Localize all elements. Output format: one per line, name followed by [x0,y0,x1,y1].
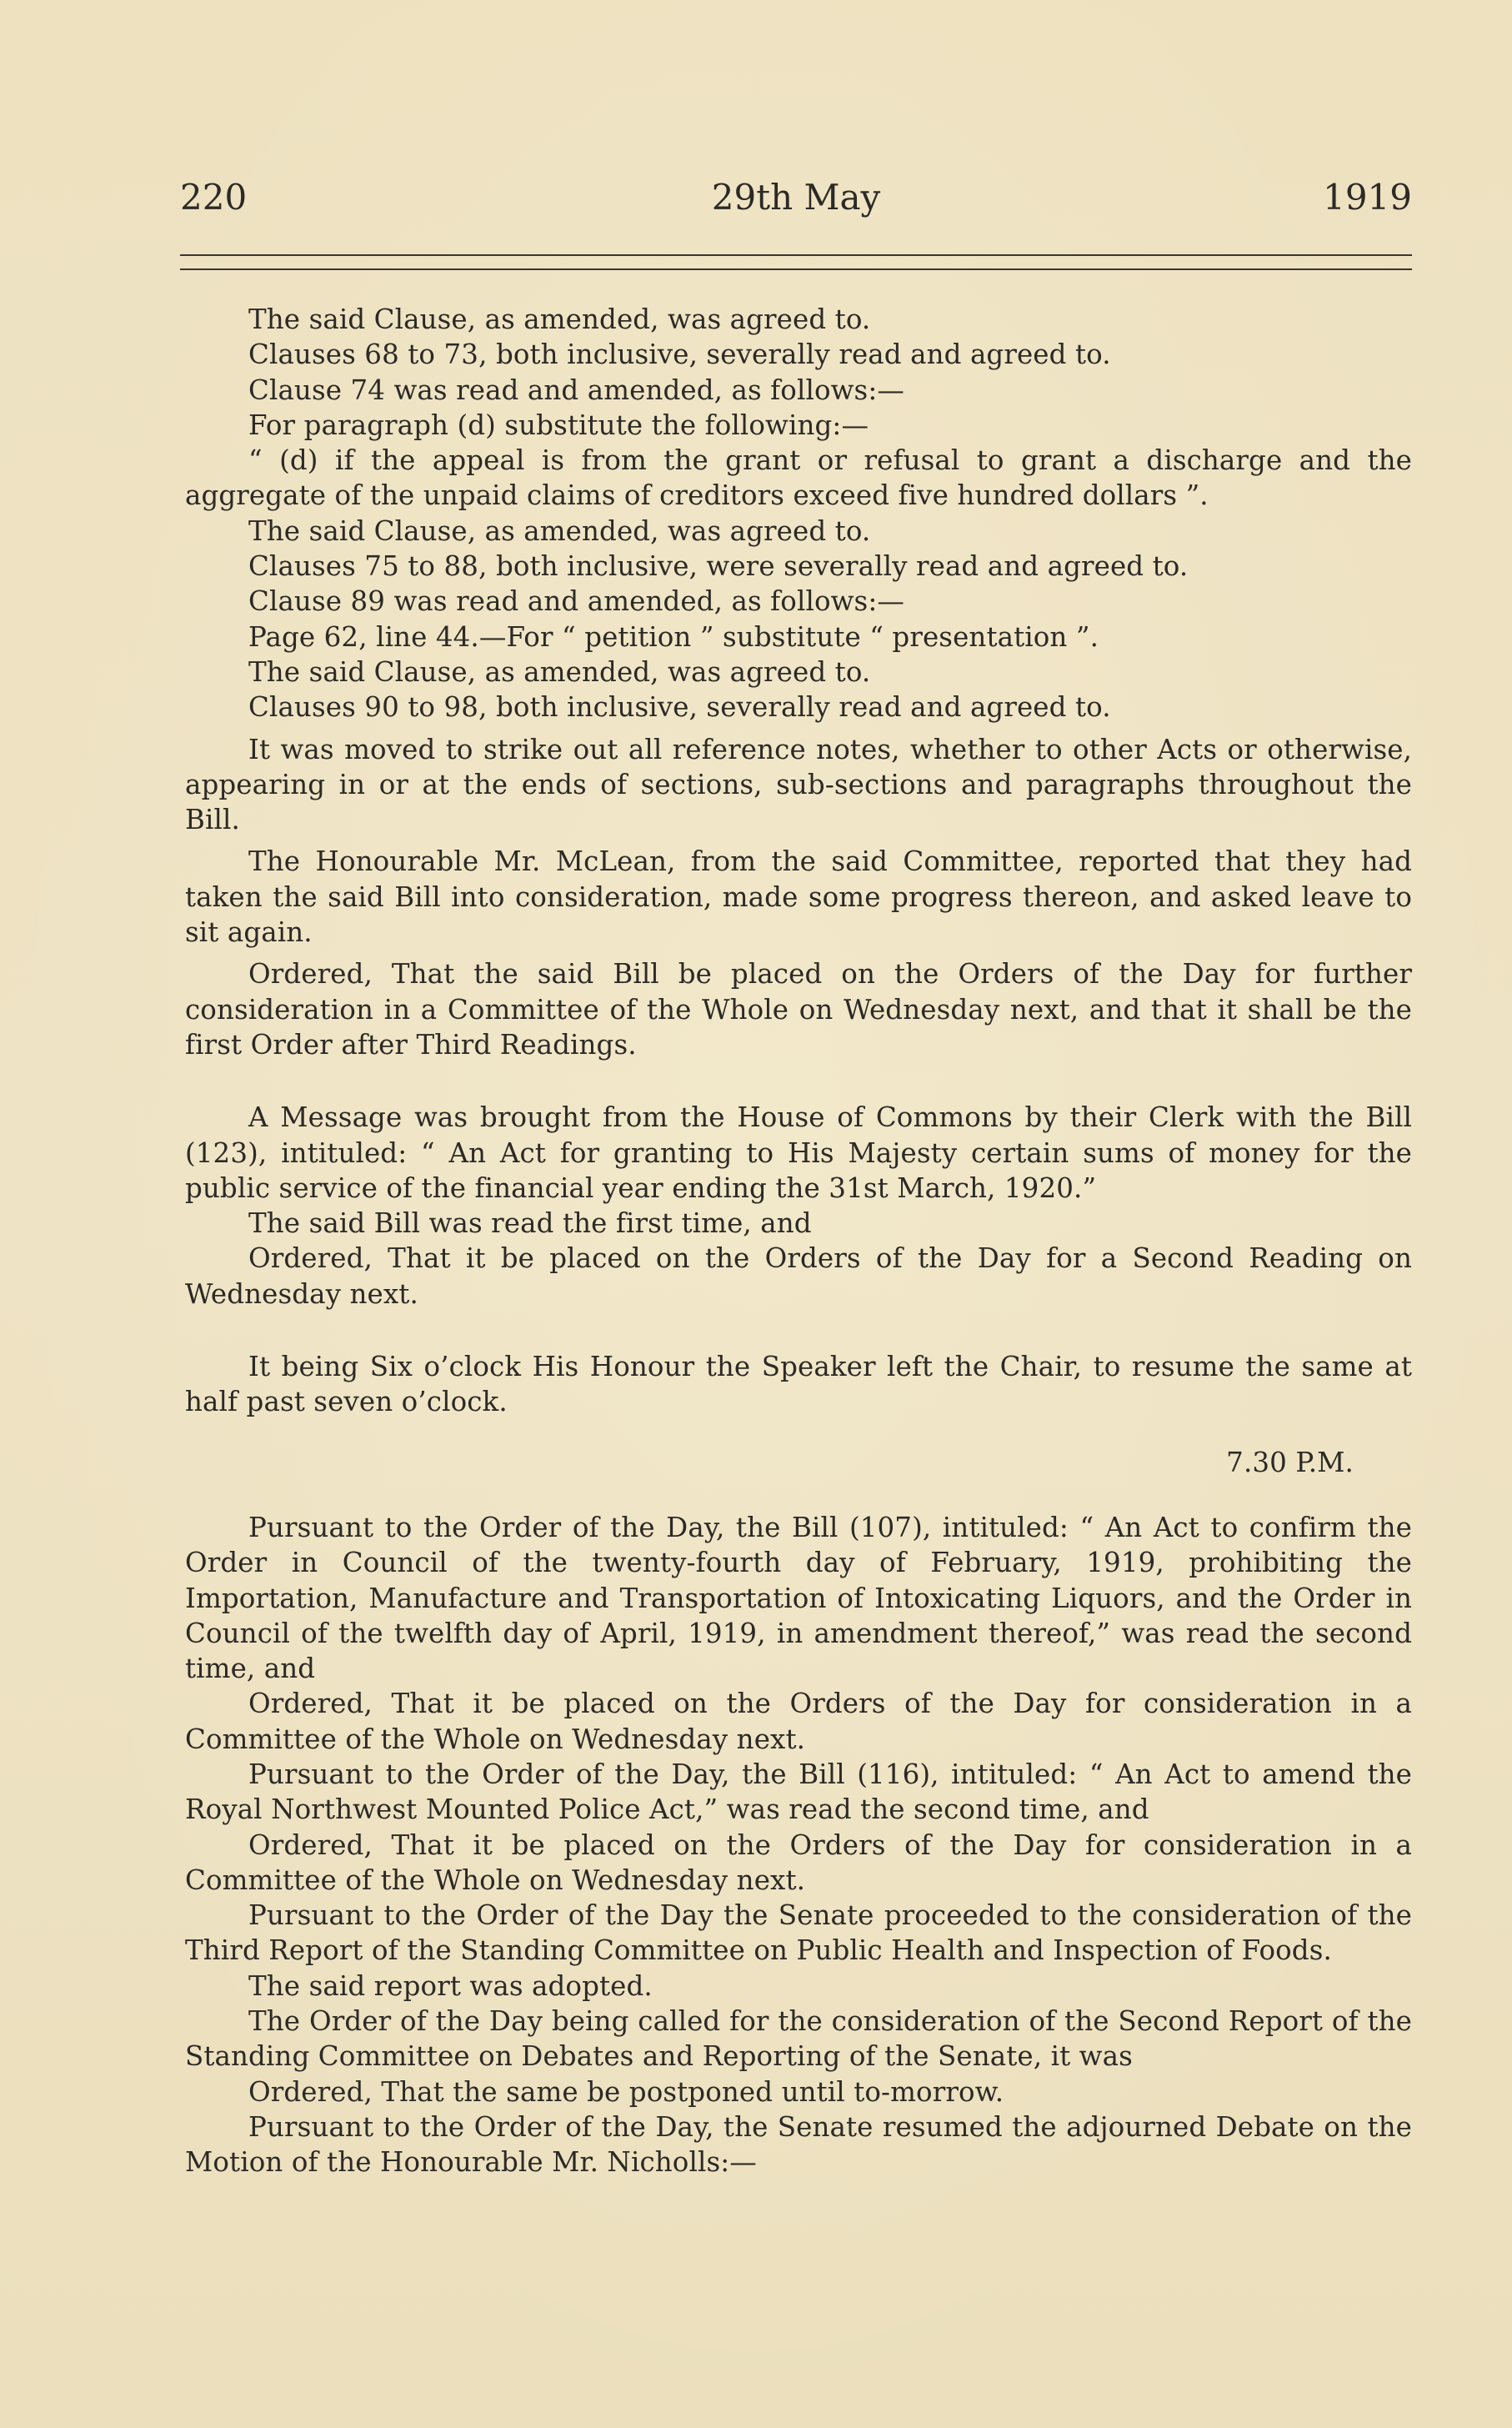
paragraph: The Honourable Mr. McLean, from the said Committee, reported that they had taken the said Bill into consideration, made some progress thereon, and asked leave to sit again. [185,845,1412,949]
paragraph: Ordered, That the said Bill be placed on the Orders of the Day for further consideration in a Committee of the Whole on Wednesday next, and that it shall be the first Order after Third Readings. [185,958,1412,1061]
paragraph: Clause 89 was read and amended, as follows:— [248,585,904,618]
header-rule-top [180,254,1412,256]
time-heading: 7.30 P.M. [1226,1446,1354,1478]
paragraph: Ordered, That it be placed on the Orders of the Day for a Second Reading on Wednesday next. [185,1242,1412,1310]
paragraph: A Message was brought from the House of Commons by their Clerk with the Bill (123), intituled: “ An Act for granting to His Majesty certain sums of money for the public service of the financial year ending the 31st March, 1920.” [185,1101,1412,1204]
paragraph: The Order of the Day being called for the consideration of the Second Report of the Standing Committee on Debates and Reporting of the Senate, it was [185,2005,1412,2073]
paragraph: Ordered, That the same be postponed until to-morrow. [248,2075,1004,2108]
paragraph: Ordered, That it be placed on the Orders of the Day for consideration in a Committee of the Whole on Wednesday next. [185,1688,1412,1755]
page-number: 220 [180,177,248,218]
paragraph: The said Clause, as amended, was agreed to. [248,655,871,688]
paragraph: Clause 74 was read and amended, as follows:— [248,374,904,406]
paragraph: Clauses 90 to 98, both inclusive, severally read and agreed to. [248,691,1111,724]
page-date: 29th May [711,177,881,218]
paragraph: It being Six o’clock His Honour the Speaker left the Chair, to resume the same at half past seven o’clock. [185,1351,1412,1418]
paragraph: The said Bill was read the first time, and [248,1207,812,1240]
paragraph: Pursuant to the Order of the Day, the Bill (116), intituled: “ An Act to amend the Royal Northwest Mounted Police Act,” was read the second time, and [185,1758,1412,1826]
page-year: 1919 [1323,177,1412,218]
paragraph: It was moved to strike out all reference notes, whether to other Acts or otherwise, appearing in or at the ends of sections, sub-sections and paragraphs throughout the Bill. [185,733,1412,836]
paragraph: Pursuant to the Order of the Day the Senate proceeded to the consideration of the Third Report of the Standing Committee on Public Health and Inspection of Foods. [185,1899,1412,1967]
paragraph: The said Clause, as amended, was agreed to. [248,304,871,335]
paragraph: Clauses 75 to 88, both inclusive, were severally read and agreed to. [248,550,1189,583]
paragraph: For paragraph (d) substitute the following:— [248,409,869,441]
paragraph: Clauses 68 to 73, both inclusive, severally read and agreed to. [248,339,1111,371]
paragraph: Pursuant to the Order of the Day, the Senate resumed the adjourned Debate on the Motion of the Honourable Mr. Nicholls:— [185,2110,1412,2179]
paragraph: “ (d) if the appeal is from the grant or refusal to grant a discharge and the aggregate of the unpaid claims of creditors exceed five hundred dollars ”. [185,444,1412,512]
journal-body [185,302,1412,2180]
paragraph: The said Clause, as amended, was agreed to. [248,514,871,547]
paragraph: The said report was adopted. [248,1969,653,2002]
header-rule-bottom [180,268,1412,270]
paragraph: Pursuant to the Order of the Day, the Bill (107), intituled: “ An Act to confirm the Order in Council of the twenty-fourth day of February, 1919, prohibiting the Importation, Manufacture and Transportation of Intoxicating Liquors, and the Order in Council of the twelfth day of April, 1919, in amendment thereof,” was read the second time, and [185,1511,1412,1685]
paragraph: Ordered, That it be placed on the Orders of the Day for consideration in a Committee of the Whole on Wednesday next. [185,1829,1412,1896]
running-head [180,177,1412,227]
paragraph: Page 62, line 44.—For “ petition ” substitute “ presentation ”. [248,620,1099,653]
